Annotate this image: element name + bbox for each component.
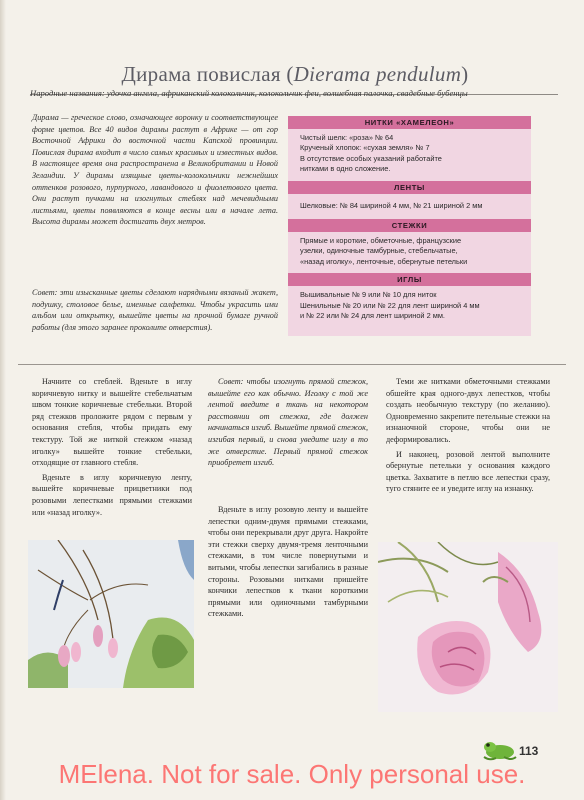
section-rule [18,364,566,365]
needles-body [288,286,531,327]
title-latin: Dierama pendulum [293,62,462,86]
threads-line: Крученый хлопок: «сухая земля» № 7 [300,143,430,153]
needles-line: и № 22 или № 24 для лент шириной 2 мм. [300,311,445,321]
stitches-line: Прямые и короткие, обметочные, французские [300,236,462,246]
stitches-line: узелки, одиночные тамбурные, стебельчатые, [300,246,458,256]
needles-header: ИГЛЫ [288,273,531,286]
stem-embroidery-photo [28,540,194,688]
column-1 [32,376,192,521]
needles-line: Вышивальные № 9 или № 10 для ниток [300,290,437,300]
threads-header: НИТКИ «ХАМЕЛЕОН» [288,116,531,129]
intro-advice: Совет: эти изысканные цветы сделают нарядными вязаный жакет, подушку, столовое белье, именные салфетки. Чтобы украсить ими альбом или открытку, вышейте цветы на прочной бумаге ручной работы (для этого заранее проколите отверстия). [32,288,278,332]
ribbons-body [288,194,531,219]
page-number: 113 [519,744,539,758]
intro-text [32,112,278,228]
column-1-paragraph: Начните со стеблей. Вденьте в иглу коричневую нитку и вышейте стебельчатым швом тонкие коричневые стебельки. Второй ряд стежков проложите рядом с первым у основания стебля, чтобы придать ему текстуру. Той же ниткой стежком «назад иголку» вышейте тонкие стебельки, отходящие от главного стебля. [32,377,192,468]
intro-paragraph: Дирама — греческое слово, означающее воронку и соответствующее форме цветов. Все 40 видов дирамы растут в Африке — от гор Восточной Африки до восточной части Капской провинции. Повислая дирама входит в число самых красивых и известных видов. В настоящее время она распространена в Великобритании и Новой Зеландии. У дирамы изящные цветы-колокольчики нежнейших оттенков розового, пурпурного, лавандового и фиолетового цвета. Они растут пучками на изогнутых стеблях над мечевидными листьями, цветы появляются в конце весны или в начале лета. Высота дирамы может достигать двух метров. [32,113,278,227]
title-end: ) [461,62,469,86]
flower-embroidery-photo [378,542,558,712]
threads-line: Чистый шелк: «роза» № 64 [300,133,394,142]
frog-icon [480,739,518,761]
stitches-body [288,232,531,273]
column-2-paragraph: Вденьте в иглу розовую ленту и вышейте лепестки одним-двумя прямыми стежками, чтобы они перекрывали друг друга. Накройте эти стежки сверху двумя-тремя ленточными стежками, в том числе повернутыми и витыми, чтобы лепестки загибались в разные стороны. Розовыми нитками пришейте кончики лепестков к ткани короткими прямыми или одиночными тамбурными стежками. [208,505,368,619]
column-3 [386,376,550,498]
threads-body [288,129,531,181]
column-2-lower [208,504,368,628]
folk-names: Народные названия: удочка ангела, африканский колокольчик, колокольчик феи, волшебная палочка, свадебные бубенцы [30,88,468,98]
stitches-header: СТЕЖКИ [288,219,531,232]
stitches-line: «назад иголку», ленточные, обернутые петельки [300,256,468,266]
threads-line: нитками в одно сложение. [300,164,391,174]
threads-line: В отсутствие особых указаний работайте [300,153,442,163]
needles-line: Шенильные № 20 или № 22 для лент шириной 4 мм [300,300,480,310]
watermark-text: MElena. Not for sale. Only personal use. [58,759,526,789]
page-title [60,62,530,87]
page-spine-shadow [0,0,6,800]
materials-panel [288,116,531,336]
title-main: Дирама повислая ( [121,62,294,86]
column-2 [208,376,368,619]
column-1-paragraph: Вденьте в иглу коричневую ленту, вышейте коричневые прицветники под розовыми лепестками прямыми стежками или «назад иголку». [32,472,192,517]
ribbons-line: Шелковые: № 84 шириной 4 мм, № 21 шириной 2 мм [300,200,483,210]
column-3-paragraph: Теми же нитками обметочными стежками обшейте края одного-двух лепестков, чтобы создать необычную текстуру (по желанию). Одновременно закрепите петельные стежки на изнаночной стороне, чтобы они не деформировались. [386,377,550,444]
column-2-advice: Совет: чтобы изогнуть прямой стежок, вышейте его как обычно. Иголку с той же лентой введите в ткань на некотором расстоянии от стежка, где должен начинаться изгиб. Вышейте прямой стежок, изгибая первый, и снова уведите иглу в то же отверстие. Первый прямой стежок приобретет изгиб. [208,377,368,468]
ribbons-header: ЛЕНТЫ [288,181,531,194]
column-3-paragraph: И наконец, розовой лентой выполните обернутые петельки у основания каждого цветка. Захватите в петлю все лепестки сразу, туго стяните ее и уведите иглу на изнанку. [386,449,550,494]
